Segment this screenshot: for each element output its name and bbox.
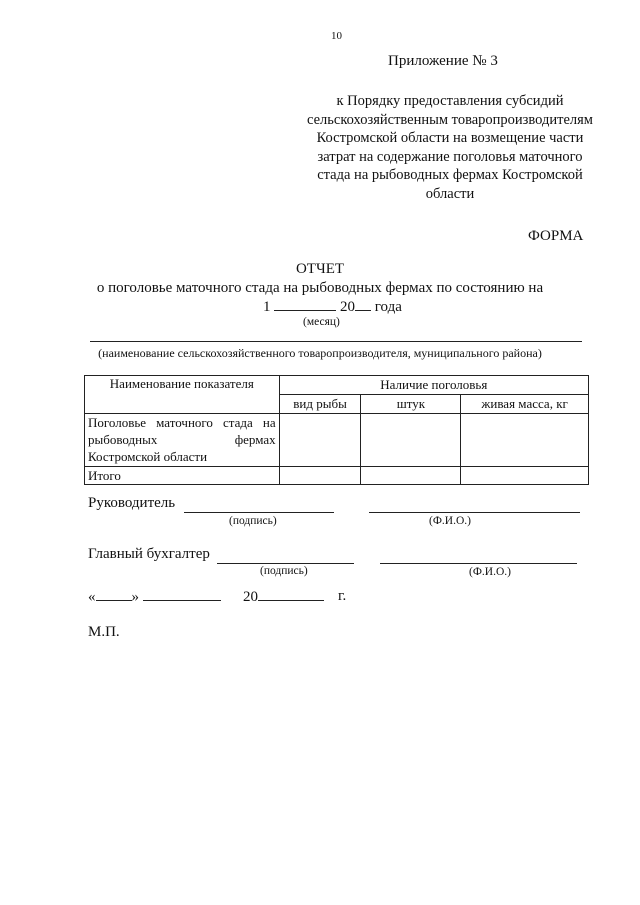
head-name-line[interactable] bbox=[369, 512, 580, 513]
head-name-caption: (Ф.И.О.) bbox=[429, 515, 471, 527]
sign-date-line bbox=[88, 588, 221, 606]
date-year-prefix: 20 bbox=[243, 589, 258, 605]
producer-caption: (наименование сельскохозяйственного товаропроизводителя, муниципального района) bbox=[98, 346, 542, 360]
column-header: вид рыбы bbox=[279, 395, 361, 414]
chief-accountant-label: Главный бухгалтер bbox=[88, 546, 210, 562]
row-label: Поголовье маточного стада на рыбоводных фермах Костромской области bbox=[85, 414, 280, 467]
header-indicator: Наименование показателя bbox=[85, 376, 280, 414]
table-row bbox=[85, 414, 589, 467]
report-title: ОТЧЕТ bbox=[295, 261, 345, 277]
day-blank[interactable] bbox=[96, 588, 132, 601]
accountant-name-line[interactable] bbox=[380, 563, 577, 564]
date-open-quote: « bbox=[88, 589, 96, 605]
table-header-row bbox=[85, 376, 589, 395]
table-cell[interactable] bbox=[461, 467, 589, 485]
stamp-label: М.П. bbox=[88, 624, 120, 640]
table-cell[interactable] bbox=[279, 467, 361, 485]
appendix-subtitle: к Порядку предоставления субсидий сельскохозяйственным товаропроизводителям Костромской области на возмещение части затрат на содержание поголовья маточного стада на рыбоводных фермах Костромской области bbox=[307, 93, 593, 202]
month-caption: (месяц) bbox=[303, 316, 340, 328]
date-suffix: года bbox=[374, 299, 402, 315]
header-group: Наличие поголовья bbox=[279, 376, 588, 395]
row-label: Итого bbox=[85, 467, 280, 485]
date-suffix: г. bbox=[338, 588, 347, 604]
accountant-signature-caption: (подпись) bbox=[260, 565, 308, 577]
report-subtitle: о поголовье маточного стада на рыбоводных фермах по состоянию на bbox=[96, 280, 544, 296]
head-label: Руководитель bbox=[88, 495, 176, 511]
sign-date-year bbox=[243, 588, 324, 606]
column-header: живая масса, кг bbox=[461, 395, 589, 414]
date-day: 1 bbox=[263, 299, 271, 315]
producer-name-line[interactable] bbox=[90, 341, 582, 342]
table-cell[interactable] bbox=[279, 414, 361, 467]
column-header: штук bbox=[361, 395, 461, 414]
table-cell[interactable] bbox=[361, 467, 461, 485]
page-number: 10 bbox=[331, 30, 342, 42]
accountant-name-caption: (Ф.И.О.) bbox=[469, 566, 511, 578]
table-row bbox=[85, 467, 589, 485]
month-blank[interactable] bbox=[274, 298, 336, 311]
date-close-quote: » bbox=[131, 589, 139, 605]
table-cell[interactable] bbox=[461, 414, 589, 467]
month-blank[interactable] bbox=[143, 588, 221, 601]
report-date-line bbox=[263, 298, 402, 316]
table-cell[interactable] bbox=[361, 414, 461, 467]
accountant-signature-line[interactable] bbox=[217, 563, 354, 564]
date-year-prefix: 20 bbox=[340, 299, 355, 315]
year-blank[interactable] bbox=[258, 588, 324, 601]
form-label: ФОРМА bbox=[528, 228, 584, 244]
head-signature-line[interactable] bbox=[184, 512, 334, 513]
livestock-table bbox=[84, 375, 589, 485]
head-signature-caption: (подпись) bbox=[229, 515, 277, 527]
year-blank[interactable] bbox=[355, 298, 371, 311]
appendix-title: Приложение № 3 bbox=[388, 53, 498, 69]
